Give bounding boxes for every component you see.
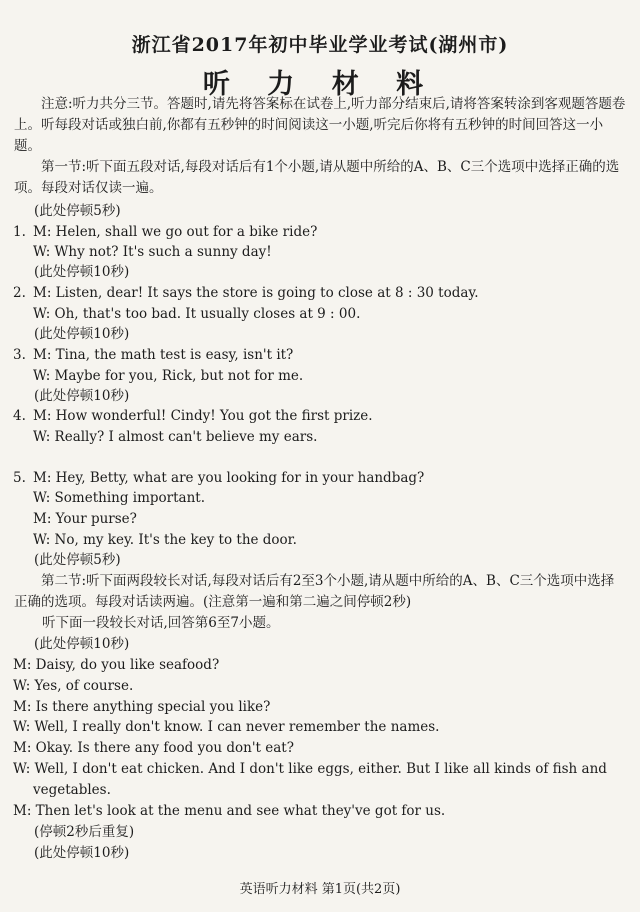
question-number: 4. [13,408,26,424]
section2-sub-intro: 听下面一段较长对话,回答第6至7小题。 [42,615,280,631]
dialogue-line: vegetables. [33,782,111,798]
dialogue-line: W: Oh, that's too bad. It usually closes at 9 : 00. [33,306,361,322]
question-number: 3. [13,347,26,363]
dialogue-line: M: Okay. Is there any food you don't eat? [13,740,294,756]
dialogue-line: W: Well, I really don't know. I can never remember the names. [13,719,440,735]
dialogue-line: W: Really? I almost can't believe my ears. [33,429,318,445]
section1-intro: 第一节:听下面五段对话,每段对话后有1个小题,请从题中所给的A、B、C三个选项中选择正确的选项。每段对话仅读一遍。 [14,159,620,196]
page-subtitle: 听 力 材 料 [202,69,438,100]
dialogue-line: M: Daisy, do you like seafood? [13,657,220,673]
dialogue-line: M: Hey, Betty, what are you looking for in your handbag? [33,470,425,486]
dialogue-line: W: Yes, of course. [13,678,134,694]
dialogue-line: M: How wonderful! Cindy! You got the first prize. [33,408,373,424]
dialogue-line: M: Is there anything special you like? [13,699,271,715]
page-title: 浙江省2017年初中毕业学业考试(湖州市) [131,34,509,56]
dialogue-line: W: Well, I don't eat chicken. And I don't like eggs, either. But I like all kinds of fish and [13,761,607,777]
dialogue-line: M: Listen, dear! It says the store is going to close at 8 : 30 today. [33,285,479,301]
dialogue-line: W: Maybe for you, Rick, but not for me. [33,368,304,384]
pause-note: (此处停顿10秒) [34,264,130,280]
dialogue-line: M: Then let's look at the menu and see what they've got for us. [13,803,446,819]
question-number: 1. [13,224,26,240]
dialogue-line: W: Something important. [33,490,205,506]
pause-note: (此处停顿10秒) [34,845,130,861]
note-paragraph: 注意:听力共分三节。答题时,请先将答案标在试卷上,听力部分结束后,请将答案转涂到客观题答题卷上。听每段对话或独白前,你都有五秒钟的时间阅读这一小题,听完后你将有五秒钟的时间回答这一小题。 [14,96,626,154]
page-footer: 英语听力材料 第1页(共2页) [239,882,401,897]
pause-note: (此处停顿5秒) [34,552,121,568]
dialogue-line: M: Your purse? [33,511,137,527]
repeat-note: (停顿2秒后重复) [34,824,135,840]
pause-note: (此处停顿10秒) [34,326,130,342]
pause-note: (此处停顿5秒) [34,203,121,219]
dialogue-line: W: No, my key. It's the key to the door. [33,532,297,548]
pause-note: (此处停顿10秒) [34,388,130,404]
question-number: 2. [13,285,26,301]
question-number: 5. [13,470,26,486]
dialogue-line: M: Helen, shall we go out for a bike ride? [33,224,318,240]
pause-note: (此处停顿10秒) [34,636,130,652]
dialogue-line: W: Why not? It's such a sunny day! [33,244,272,260]
section2-intro: 第二节:听下面两段较长对话,每段对话后有2至3个小题,请从题中所给的A、B、C三个选项中选择正确的选项。每段对话读两遍。(注意第一遍和第二遍之间停顿2秒) [14,573,615,610]
dialogue-line: M: Tina, the math test is easy, isn't it? [33,347,294,363]
